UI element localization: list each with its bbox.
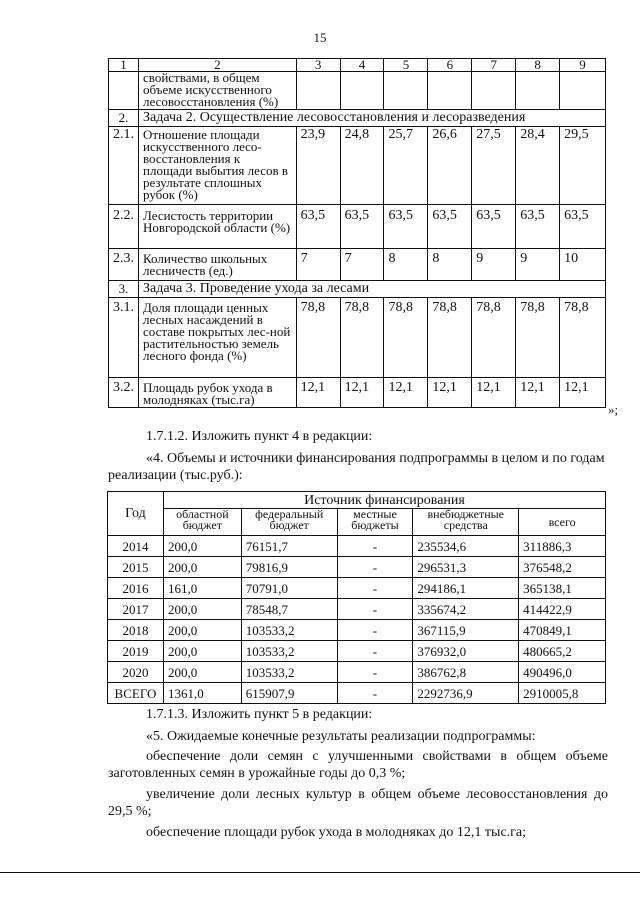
value-cell: 615907,9 [241, 683, 337, 704]
value-cell: 63,5 [384, 205, 428, 249]
row-text: Отношение площади искусственного лесо-восстановления к площади выбытия лесов в результате сплошных рубок (%) [139, 127, 297, 205]
row-number: 3.2. [109, 378, 139, 408]
value-cell: 9 [472, 249, 516, 281]
year-cell: 2018 [108, 620, 164, 641]
value-cell: 200,0 [163, 620, 241, 641]
value-cell: 12,1 [516, 378, 560, 408]
value-cell: - [337, 599, 413, 620]
header-cell: 6 [428, 59, 472, 72]
value-cell: 8 [384, 249, 428, 281]
value-cell: 70791,0 [241, 578, 337, 599]
value-cell: 63,5 [340, 205, 384, 249]
header-cell: 3 [296, 59, 340, 72]
value-cell: 103533,2 [241, 620, 337, 641]
value-cell: 480665,2 [519, 641, 606, 662]
value-cell: 296531,3 [413, 557, 519, 578]
value-cell: 24,8 [340, 127, 384, 205]
value-cell: 63,5 [296, 205, 340, 249]
header-cell: 2 [139, 59, 297, 72]
value-cell: - [337, 683, 413, 704]
value-cell: 23,9 [296, 127, 340, 205]
value-cell: 294186,1 [413, 578, 519, 599]
value-cell: - [337, 536, 413, 557]
value-cell: 376932,0 [413, 641, 519, 662]
header-cell: 5 [384, 59, 428, 72]
value-cell: 7 [296, 249, 340, 281]
table-row [109, 205, 606, 249]
value-cell: 200,0 [163, 641, 241, 662]
value-cell: 490496,0 [519, 662, 606, 683]
value-cell: 386762,8 [413, 662, 519, 683]
value-cell: 78,8 [428, 298, 472, 378]
value-cell: 26,6 [428, 127, 472, 205]
row-text: Площадь рубок ухода в молодняках (тыс.га) [139, 378, 297, 408]
paragraph-1713: 1.7.1.3. Изложить пункт 5 в редакции: [146, 707, 373, 722]
value-cell: 12,1 [384, 378, 428, 408]
year-cell: 2016 [108, 578, 164, 599]
page-number: 15 [313, 30, 327, 45]
value-cell: - [337, 641, 413, 662]
value-cell: 78,8 [560, 298, 606, 378]
value-cell: 200,0 [163, 557, 241, 578]
value-cell: - [337, 662, 413, 683]
row-number: 2.3. [109, 249, 139, 281]
result-item-1: обеспечение доли семян с улучшенными свойствами в общем объеме заготовленных семян в урожайные годы до 0,3 %; [108, 749, 608, 781]
table-row [109, 127, 606, 205]
row-number: 2.2. [109, 205, 139, 249]
header-cell: 7 [472, 59, 516, 72]
table-row [109, 72, 606, 110]
year-cell: 2014 [108, 536, 164, 557]
indicators-table [108, 58, 606, 408]
value-cell: 78548,7 [241, 599, 337, 620]
column-header: местные бюджеты [337, 509, 413, 536]
value-cell: 29,5 [560, 127, 606, 205]
value-cell: 376548,2 [519, 557, 606, 578]
paragraph-quote-5: «5. Ожидаемые конечные результаты реализации подпрограммы: [146, 729, 536, 744]
year-cell: ВСЕГО [108, 683, 164, 704]
value-cell: 103533,2 [241, 662, 337, 683]
header-cell: 1 [109, 59, 139, 72]
year-header: Год [108, 492, 164, 536]
result-item-2: увеличение доли лесных культур в общем объеме лесовосстановления до 29,5 %; [108, 787, 608, 819]
value-cell: 414422,9 [519, 599, 606, 620]
table-total-row [108, 683, 606, 704]
row-text: Лесистость территории Новгородской области (%) [139, 205, 297, 249]
row-number [109, 72, 139, 110]
financing-table [107, 491, 606, 704]
row-text: Количество школьных лесничеств (ед.) [139, 249, 297, 281]
value-cell: 200,0 [163, 662, 241, 683]
value-cell: 25,7 [384, 127, 428, 205]
column-header: внебюджетные средства [413, 509, 519, 536]
header-cell: 8 [516, 59, 560, 72]
table-row [108, 578, 606, 599]
table-header-row [108, 492, 606, 509]
table-subheader-row [108, 509, 606, 536]
task-row [109, 281, 606, 298]
value-cell: 235534,6 [413, 536, 519, 557]
column-header: областной бюджет [163, 509, 241, 536]
value-cell: 200,0 [163, 536, 241, 557]
paragraph-1712: 1.7.1.2. Изложить пункт 4 в редакции: [146, 429, 373, 444]
source-header: Источник финансирования [163, 492, 605, 509]
value-cell: 103533,2 [241, 641, 337, 662]
table-row [108, 641, 606, 662]
value-cell: 2910005,8 [519, 683, 606, 704]
value-cell: 10 [560, 249, 606, 281]
value-cell: 12,1 [560, 378, 606, 408]
column-header: всего [519, 509, 606, 536]
table-row [109, 249, 606, 281]
value-cell: 76151,7 [241, 536, 337, 557]
value-cell: 12,1 [340, 378, 384, 408]
value-cell: 63,5 [560, 205, 606, 249]
value-cell: 78,8 [340, 298, 384, 378]
table-row [109, 298, 606, 378]
closing-quote: »; [608, 402, 619, 417]
header-cell: 9 [560, 59, 606, 72]
value-cell: 12,1 [296, 378, 340, 408]
table-row [108, 557, 606, 578]
footer-rule [0, 872, 640, 873]
column-header: федеральный бюджет [241, 509, 337, 536]
value-cell: 63,5 [428, 205, 472, 249]
row-text: Доля площади ценных лесных насаждений в составе покрытых лес-ной растительностью земель лесного фонда (%) [139, 298, 297, 378]
row-text: свойствами, в общем объеме искусственного лесовосстановления (%) [139, 72, 297, 110]
value-cell: 63,5 [516, 205, 560, 249]
row-number: 3. [109, 281, 139, 298]
table-row [108, 620, 606, 641]
value-cell: 1361,0 [163, 683, 241, 704]
value-cell: 200,0 [163, 599, 241, 620]
value-cell: - [337, 578, 413, 599]
value-cell: 12,1 [472, 378, 516, 408]
value-cell: 2292736,9 [413, 683, 519, 704]
value-cell: 311886,3 [519, 536, 606, 557]
table-row [108, 662, 606, 683]
header-cell: 4 [340, 59, 384, 72]
table-row [108, 599, 606, 620]
value-cell: 12,1 [428, 378, 472, 408]
task-title: Задача 3. Проведение ухода за лесами [139, 281, 606, 298]
value-cell: 9 [516, 249, 560, 281]
value-cell: 335674,2 [413, 599, 519, 620]
table-row [108, 536, 606, 557]
value-cell: 365138,1 [519, 578, 606, 599]
value-cell: 470849,1 [519, 620, 606, 641]
value-cell: 367115,9 [413, 620, 519, 641]
row-number: 2. [109, 110, 139, 127]
year-cell: 2017 [108, 599, 164, 620]
paragraph-quote-4: «4. Объемы и источники финансирования подпрограммы в целом и по годам реализации (тыс.руб.): [108, 451, 605, 483]
value-cell: 27,5 [472, 127, 516, 205]
value-cell: 7 [340, 249, 384, 281]
value-cell: 78,8 [472, 298, 516, 378]
value-cell: - [337, 557, 413, 578]
value-cell: 78,8 [296, 298, 340, 378]
result-item-3: обеспечение площади рубок ухода в молодняках до 12,1 тыс.га; [146, 825, 527, 840]
value-cell: 79816,9 [241, 557, 337, 578]
value-cell: 161,0 [163, 578, 241, 599]
row-number: 3.1. [109, 298, 139, 378]
task-title: Задача 2. Осуществление лесовосстановления и лесоразведения [139, 110, 606, 127]
value-cell: 78,8 [516, 298, 560, 378]
row-number: 2.1. [109, 127, 139, 205]
value-cell: - [337, 620, 413, 641]
table-row [109, 378, 606, 408]
year-cell: 2015 [108, 557, 164, 578]
year-cell: 2020 [108, 662, 164, 683]
value-cell: 78,8 [384, 298, 428, 378]
year-cell: 2019 [108, 641, 164, 662]
value-cell: 28,4 [516, 127, 560, 205]
task-row [109, 110, 606, 127]
value-cell: 8 [428, 249, 472, 281]
value-cell: 63,5 [472, 205, 516, 249]
